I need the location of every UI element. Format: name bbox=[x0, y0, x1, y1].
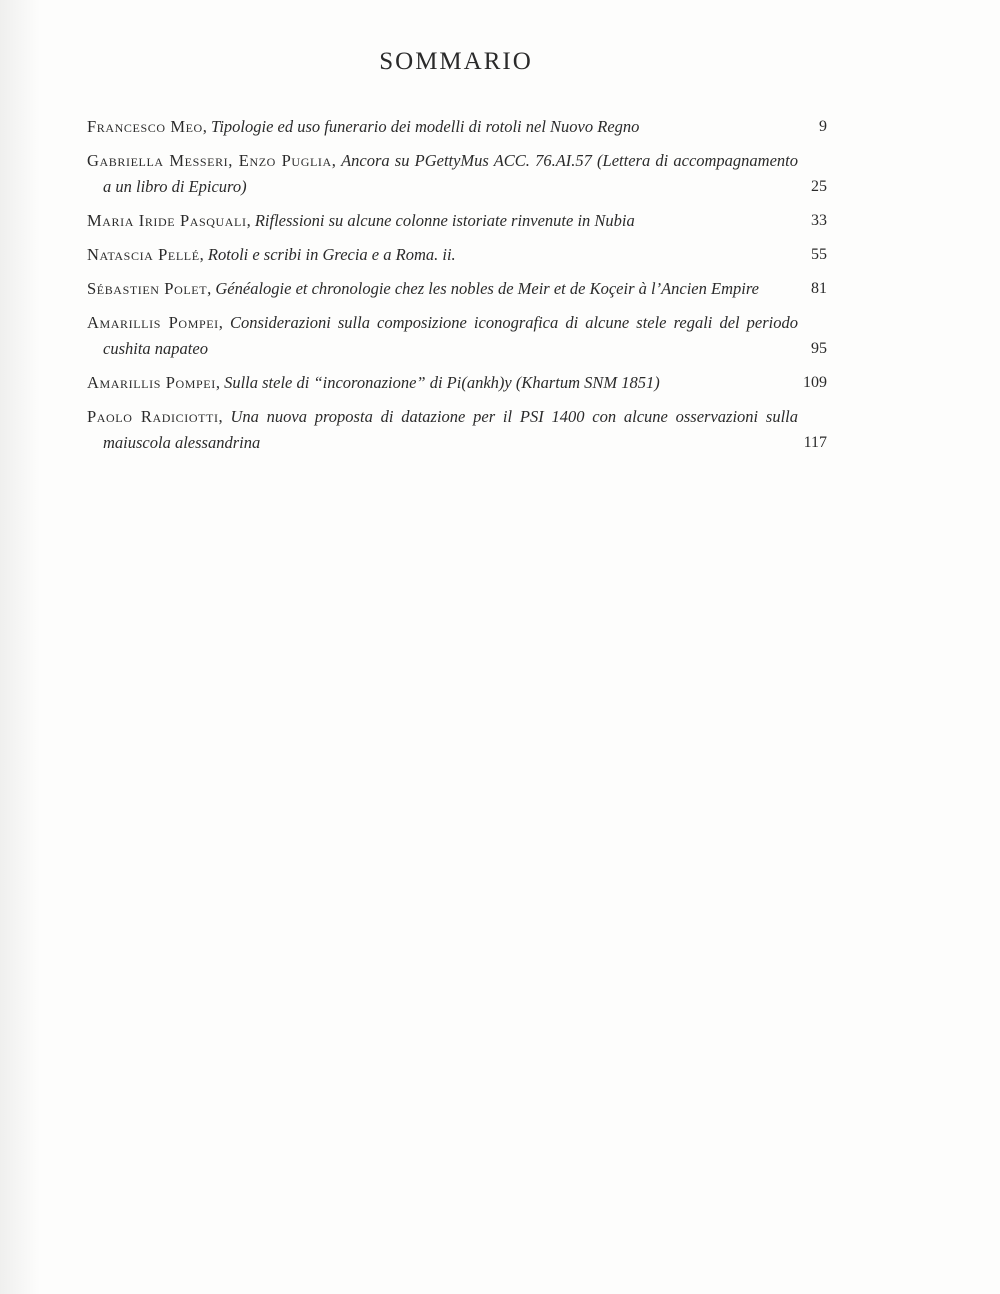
toc-author: Natascia Pellé bbox=[87, 245, 200, 264]
toc-entry-text bbox=[87, 370, 798, 396]
page-gutter-shadow bbox=[0, 0, 40, 1294]
toc-title: Généalogie et chronologie chez les nobles de Meir et de Koçeir à l’Ancien Empire bbox=[215, 279, 759, 298]
toc-separator: , bbox=[199, 245, 208, 264]
toc-page-number: 81 bbox=[811, 280, 827, 297]
toc-title: Rotoli e scribi in Grecia e a Roma. ii. bbox=[207, 245, 456, 264]
toc-page-number: 117 bbox=[803, 434, 827, 451]
toc-page-number: 33 bbox=[811, 212, 827, 229]
toc-author: Gabriella Messeri, Enzo Puglia bbox=[87, 151, 332, 170]
toc-page-number: 95 bbox=[811, 340, 827, 357]
toc-author: Amarillis Pompei bbox=[87, 313, 219, 332]
toc-title: Considerazioni sulla composizione iconografica di alcune stele regali del periodo cushita napateo bbox=[103, 313, 799, 358]
toc-entry-text bbox=[87, 242, 798, 268]
toc-separator: , bbox=[331, 151, 342, 170]
toc-author: Francesco Meo bbox=[87, 117, 203, 136]
toc-title: Una nuova proposta di datazione per il PSI 1400 con alcune osservazioni sulla maiuscola alessandrina bbox=[103, 407, 798, 452]
toc-entry-text bbox=[87, 148, 798, 200]
toc-author: Maria Iride Pasquali bbox=[87, 211, 247, 230]
toc-entry[interactable] bbox=[87, 370, 827, 396]
page-title: SOMMARIO bbox=[379, 48, 533, 75]
toc-entry[interactable] bbox=[87, 242, 827, 268]
toc-title: Riflessioni su alcune colonne istoriate rinvenute in Nubia bbox=[254, 211, 635, 230]
toc-author: Paolo Radiciotti bbox=[87, 407, 219, 426]
toc-entry-text bbox=[87, 114, 798, 140]
toc-separator: , bbox=[218, 313, 230, 332]
toc-page-number: 109 bbox=[803, 374, 827, 391]
toc-separator: , bbox=[246, 211, 255, 230]
toc-page-number: 55 bbox=[811, 246, 827, 263]
toc-separator: , bbox=[218, 407, 231, 426]
toc-author: Sébastien Polet bbox=[87, 279, 208, 298]
toc-entry[interactable] bbox=[87, 148, 827, 200]
toc-entry-text bbox=[87, 208, 798, 234]
toc-separator: , bbox=[207, 279, 216, 298]
toc-separator: , bbox=[202, 117, 212, 136]
toc-entry[interactable] bbox=[87, 114, 827, 140]
toc-title: Ancora su PGettyMus ACC. 76.AI.57 (Lettera di accompagnamento a un libro di Epicuro) bbox=[103, 151, 799, 196]
toc-entry[interactable] bbox=[87, 208, 827, 234]
toc-entry[interactable] bbox=[87, 404, 827, 456]
toc-title: Sulla stele di “incoronazione” di Pi(ankh)y (Khartum SNM 1851) bbox=[224, 373, 660, 392]
toc-entry[interactable] bbox=[87, 276, 827, 302]
table-of-contents bbox=[87, 114, 827, 464]
toc-page-number: 9 bbox=[819, 118, 827, 135]
toc-page-number: 25 bbox=[811, 178, 827, 195]
toc-separator: , bbox=[215, 373, 225, 392]
toc-title: Tipologie ed uso funerario dei modelli di rotoli nel Nuovo Regno bbox=[211, 117, 640, 136]
toc-author: Amarillis Pompei bbox=[87, 373, 216, 392]
toc-entry-text bbox=[87, 276, 798, 302]
toc-entry-text bbox=[87, 310, 798, 362]
toc-entry[interactable] bbox=[87, 310, 827, 362]
toc-entry-text bbox=[87, 404, 798, 456]
